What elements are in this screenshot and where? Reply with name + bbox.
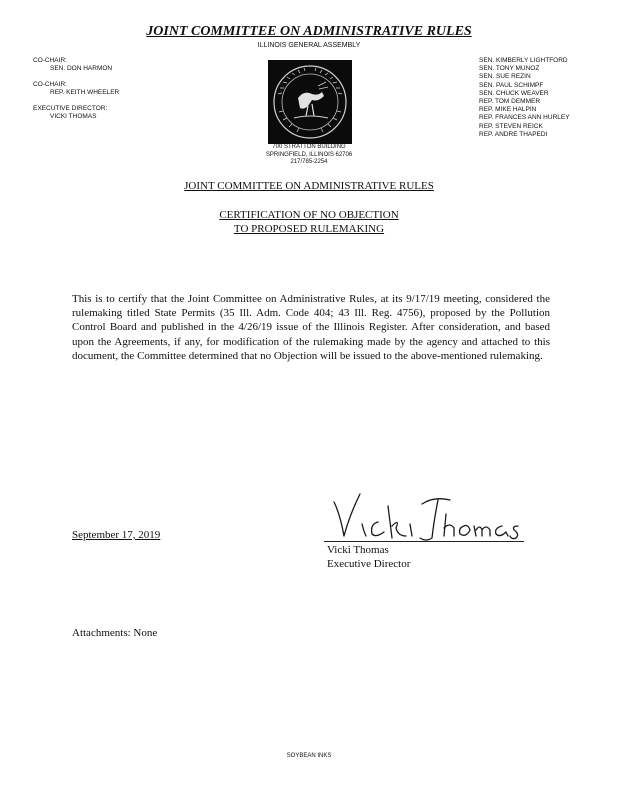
signatory-block [327,543,410,571]
officers-list [33,57,119,121]
phone-number: 217/785-2254 [290,159,328,165]
member-name: REP. TOM DEMMER [479,98,541,106]
certification-line: TO PROPOSED RULEMAKING [233,223,385,235]
illinois-state-seal [268,60,352,144]
officer-name: SEN. DON HARMON [50,65,113,72]
member-name: REP. MIKE HALPIN [479,106,537,114]
signature-date: September 17, 2019 [72,529,161,541]
member-name: SEN. PAUL SCHIMPF [479,81,544,89]
address-line: SPRINGFIELD, ILLINOIS 62706 [265,151,353,158]
address-line: 700 STRATTON BUILDING [272,144,346,150]
officer-name: REP. KEITH WHEELER [50,89,120,96]
handwritten-signature [326,484,526,546]
member-name: SEN. CHUCK WEAVER [479,89,549,97]
member-name: SEN. KIMBERLY LIGHTFORD [479,57,568,64]
certification-title [0,208,618,236]
attachments-note: Attachments: None [72,627,158,639]
soybean-inks-footer: SOYBEAN INKS [286,753,332,759]
signatory-title: Executive Director [327,558,411,570]
officer-role: EXECUTIVE DIRECTOR: [33,105,108,112]
certification-line: CERTIFICATION OF NO OBJECTION [219,209,399,221]
member-name: REP. STEVEN REICK [479,122,543,130]
member-name: SEN. TONY MUNOZ [479,65,540,73]
officer-role: CO-CHAIR: [33,57,67,64]
certification-body: This is to certify that the Joint Committee on Administrative Rules, at its 9/17/19 meeting, considered the rulemaking titled State Permits (35 Ill. Adm. Code 404; 43 Ill. Reg. 4756), proposed by the Pollution Control Board and published in the 4/26/19 issue of the Illinois Register. After consideration, and based upon the Agreements, if any, for modification of the rulemaking made by the agency and attached to this document, the Committee determined that no Objection will be issued to the above-mentioned rulemaking. [72,293,550,362]
officer-name: VICKI THOMAS [50,113,97,120]
member-name: REP. ANDRE THAPEDI [479,130,548,138]
general-assembly-subtitle: ILLINOIS GENERAL ASSEMBLY [257,42,361,49]
member-name: SEN. SUE REZIN [479,73,531,81]
member-name: REP. FRANCES ANN HURLEY [479,114,570,122]
committee-title: JOINT COMMITTEE ON ADMINISTRATIVE RULES [146,24,472,39]
document-heading: JOINT COMMITTEE ON ADMINISTRATIVE RULES [184,180,434,192]
signatory-name: Vicki Thomas [327,544,389,556]
officer-role: CO-CHAIR: [33,81,67,88]
signature-line [324,541,524,542]
committee-address [0,144,618,167]
committee-members-list [479,57,570,139]
